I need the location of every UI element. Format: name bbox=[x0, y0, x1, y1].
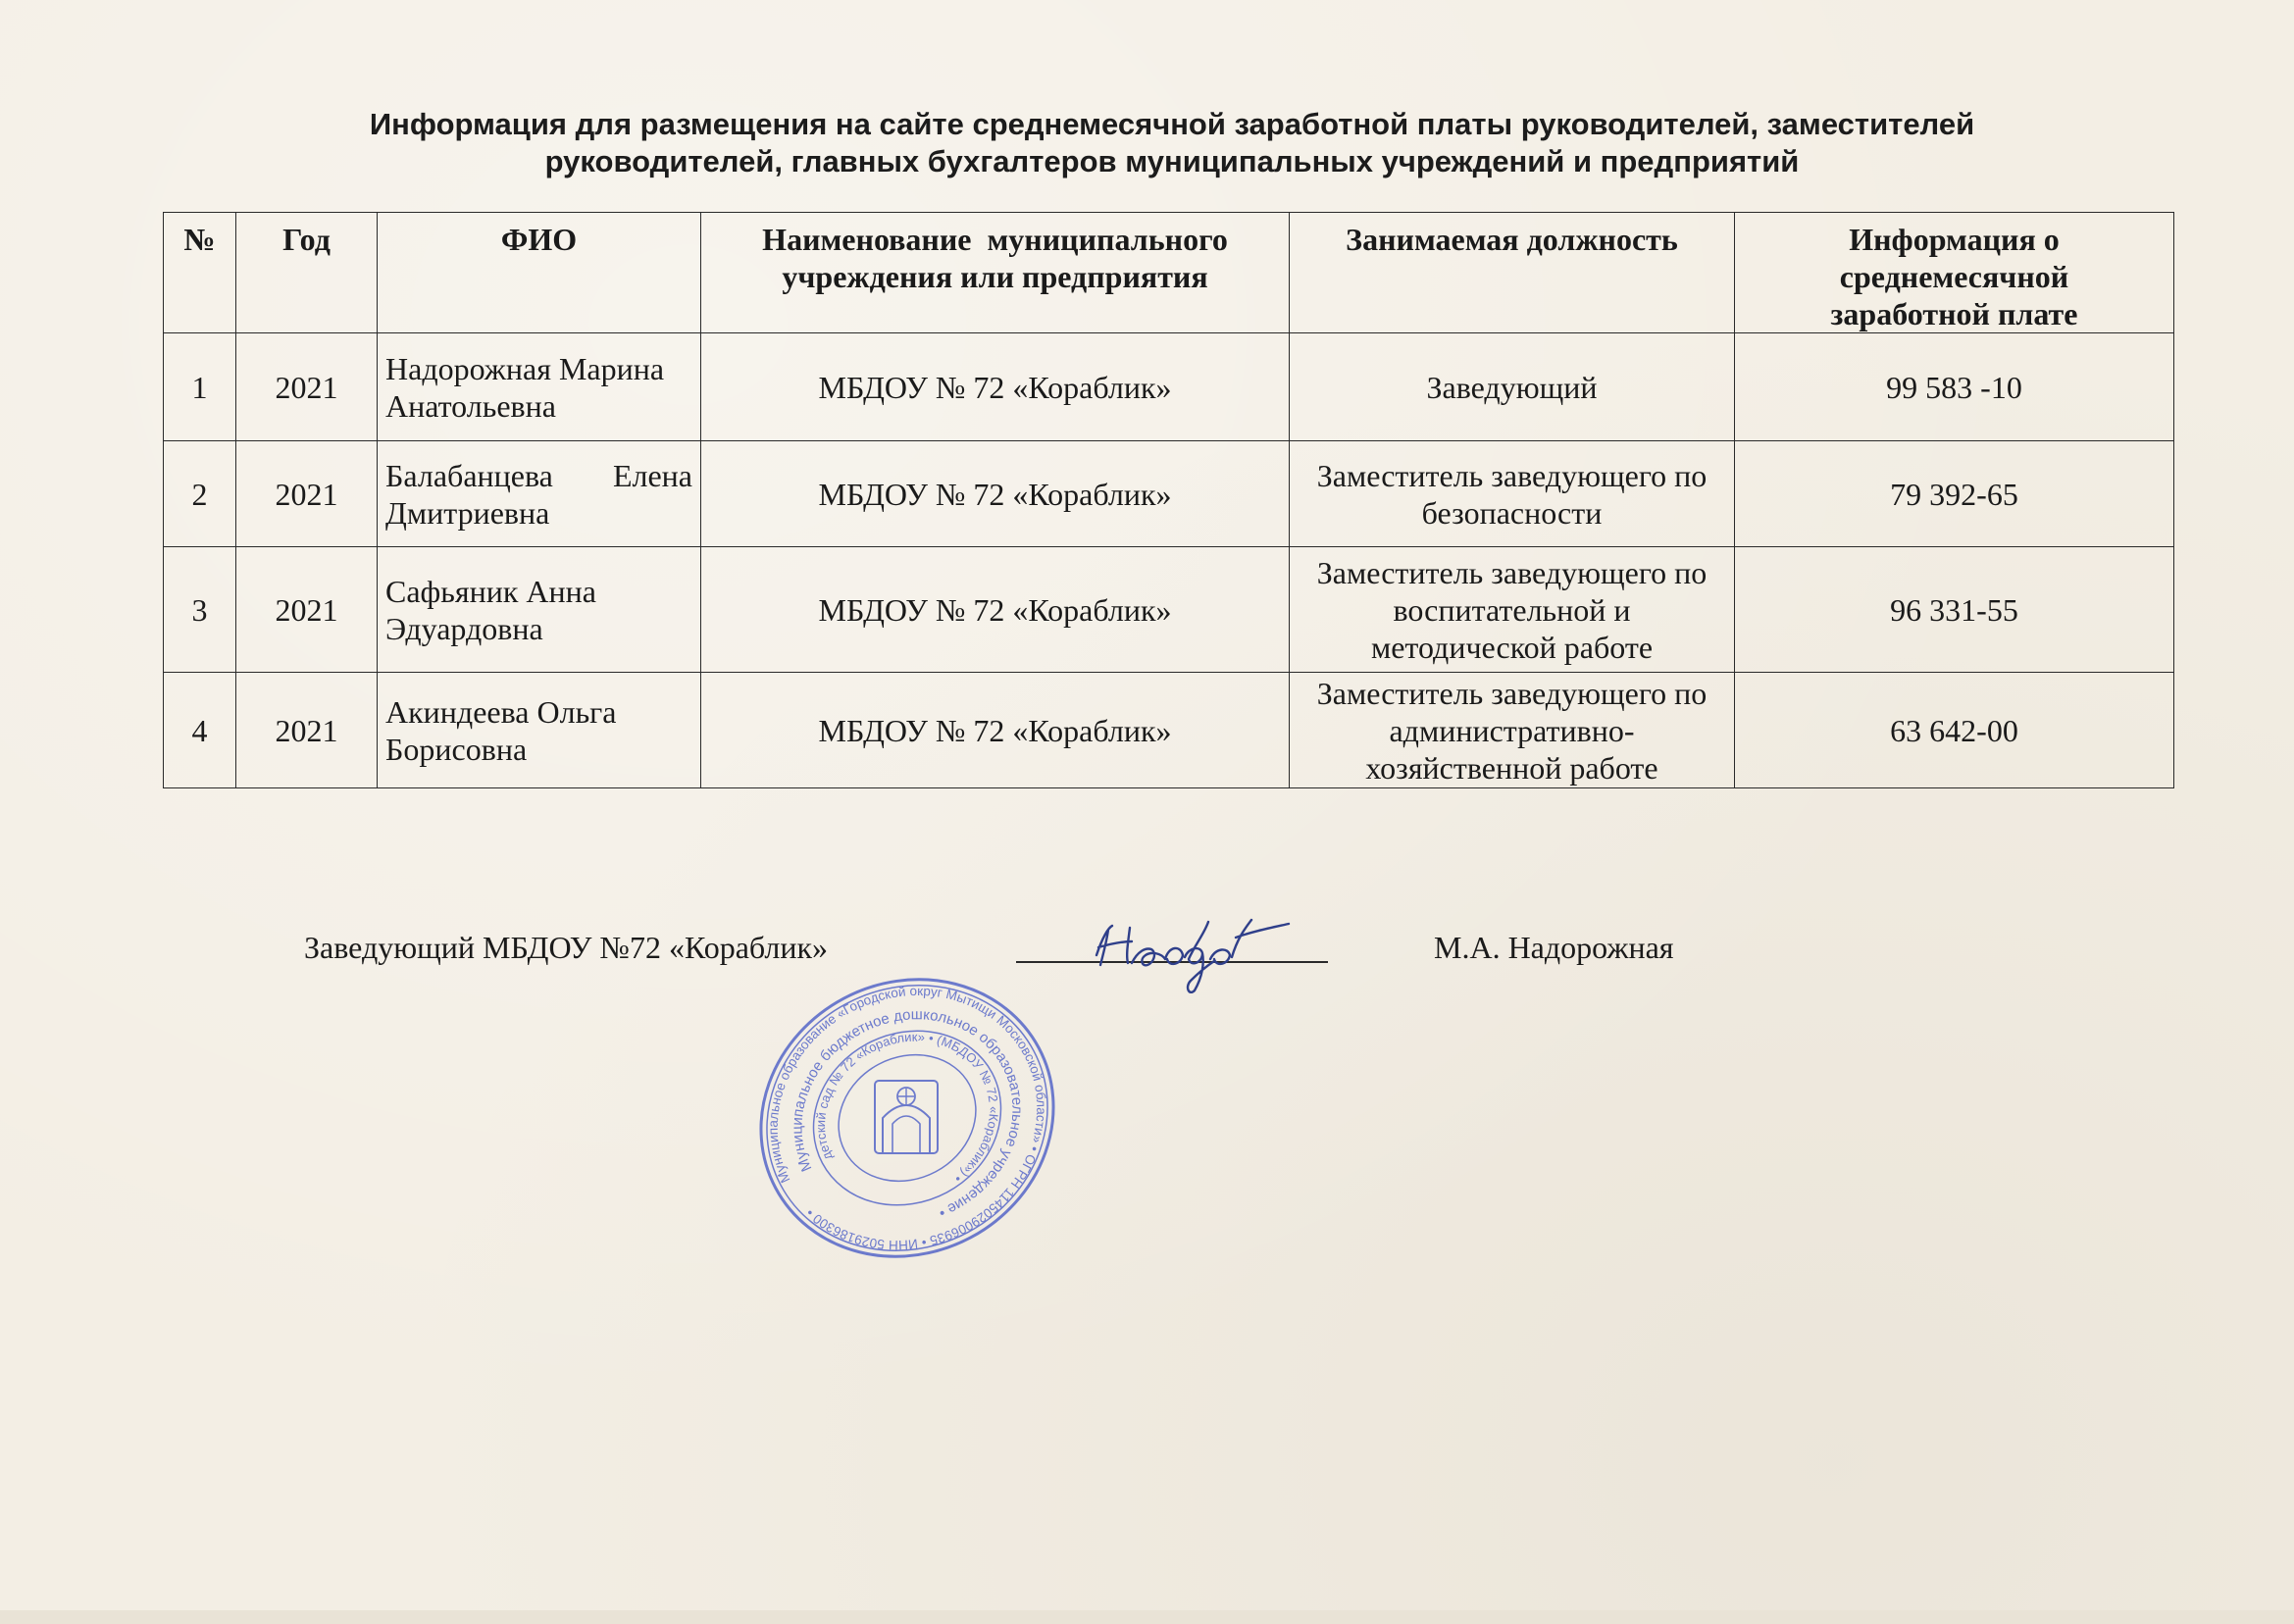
signer-role: Заведующий МБДОУ №72 «Кораблик» bbox=[304, 930, 829, 965]
table-row bbox=[164, 547, 2174, 673]
document-title bbox=[196, 106, 2148, 180]
official-seal bbox=[745, 971, 1069, 1265]
header-num: № bbox=[164, 213, 236, 333]
header-salary-line: Информация о bbox=[1849, 222, 2060, 257]
cell-organization: МБДОУ № 72 «Кораблик» bbox=[701, 673, 1290, 788]
cell-organization: МБДОУ № 72 «Кораблик» bbox=[701, 333, 1290, 441]
seal-emblem-icon bbox=[875, 1081, 938, 1153]
fio-line bbox=[385, 457, 692, 494]
cell-year: 2021 bbox=[236, 333, 378, 441]
table-row bbox=[164, 441, 2174, 547]
cell-year: 2021 bbox=[236, 441, 378, 547]
fio-line: Дмитриевна bbox=[385, 494, 550, 531]
fio-line: Анатольевна bbox=[385, 387, 556, 424]
cell-fio bbox=[378, 547, 701, 673]
fio-word: Балабанцева bbox=[385, 457, 553, 493]
signer-name: М.А. Надорожная bbox=[1434, 930, 1674, 965]
cell-year: 2021 bbox=[236, 547, 378, 673]
position-line: административно- bbox=[1389, 712, 1635, 748]
cell-fio bbox=[378, 673, 701, 788]
cell-num: 1 bbox=[164, 333, 236, 441]
position-line: воспитательной и bbox=[1393, 591, 1631, 628]
cell-year: 2021 bbox=[236, 673, 378, 788]
svg-text:Муниципальное образование «Гор: Муниципальное образование «Городской округ Мытищи Московской области» • ОГРН 1145029006935 • ИНН 5029186300 • bbox=[765, 983, 1049, 1253]
header-position: Занимаемая должность bbox=[1290, 213, 1735, 333]
fio-line: Эдуардовна bbox=[385, 610, 543, 646]
position-line: хозяйственной работе bbox=[1365, 749, 1658, 786]
cell-organization: МБДОУ № 72 «Кораблик» bbox=[701, 547, 1290, 673]
position-line: Заместитель заведующего по bbox=[1316, 457, 1708, 493]
table-row bbox=[164, 333, 2174, 441]
cell-fio bbox=[378, 441, 701, 547]
title-line-2: руководителей, главных бухгалтеров муниципальных учреждений и предприятий bbox=[544, 144, 1800, 178]
cell-salary: 99 583 -10 bbox=[1735, 333, 2174, 441]
cell-fio bbox=[378, 333, 701, 441]
svg-text:детский сад № 72 «Кораблик» •: детский сад № 72 «Кораблик» • (МБДОУ № 72 «Кораблик») • bbox=[813, 1029, 1001, 1187]
position-line: Заведующий bbox=[1426, 369, 1598, 405]
cell-position bbox=[1290, 673, 1735, 788]
cell-salary: 79 392-65 bbox=[1735, 441, 2174, 547]
header-year: Год bbox=[236, 213, 378, 333]
cell-salary: 96 331-55 bbox=[1735, 547, 2174, 673]
cell-position bbox=[1290, 441, 1735, 547]
cell-position bbox=[1290, 333, 1735, 441]
position-line: безопасности bbox=[1421, 494, 1603, 531]
header-salary-line: заработной плате bbox=[1830, 296, 2078, 331]
table-row bbox=[164, 673, 2174, 788]
svg-text:Муниципальное бюджетное дошкол: Муниципальное бюджетное дошкольное образовательное учреждение • bbox=[789, 1006, 1026, 1222]
cell-num: 4 bbox=[164, 673, 236, 788]
table-header-row bbox=[164, 213, 2174, 333]
header-organization-line: Наименование муниципального bbox=[762, 222, 1228, 257]
position-line: Заместитель заведующего по bbox=[1316, 554, 1708, 590]
header-organization bbox=[701, 213, 1290, 333]
position-line: методической работе bbox=[1370, 629, 1654, 665]
salary-table bbox=[163, 212, 2174, 788]
cell-position bbox=[1290, 547, 1735, 673]
fio-line: Борисовна bbox=[385, 731, 528, 767]
fio-line: Акиндеева Ольга bbox=[385, 693, 617, 730]
fio-word: Елена bbox=[612, 457, 692, 493]
scan-edge bbox=[0, 1610, 2294, 1624]
header-salary-line: среднемесячной bbox=[1839, 259, 2069, 294]
fio-line: Сафьяник Анна bbox=[385, 573, 596, 609]
cell-num: 3 bbox=[164, 547, 236, 673]
cell-organization: МБДОУ № 72 «Кораблик» bbox=[701, 441, 1290, 547]
fio-line: Надорожная Марина bbox=[385, 350, 665, 386]
cell-num: 2 bbox=[164, 441, 236, 547]
header-organization-line: учреждения или предприятия bbox=[782, 259, 1208, 294]
title-line-1: Информация для размещения на сайте среднемесячной заработной платы руководителей, заместителей bbox=[369, 107, 1975, 141]
header-fio: ФИО bbox=[378, 213, 701, 333]
position-line: Заместитель заведующего по bbox=[1316, 675, 1708, 711]
handwritten-signature bbox=[1079, 898, 1334, 996]
header-salary bbox=[1735, 213, 2174, 333]
cell-salary: 63 642-00 bbox=[1735, 673, 2174, 788]
